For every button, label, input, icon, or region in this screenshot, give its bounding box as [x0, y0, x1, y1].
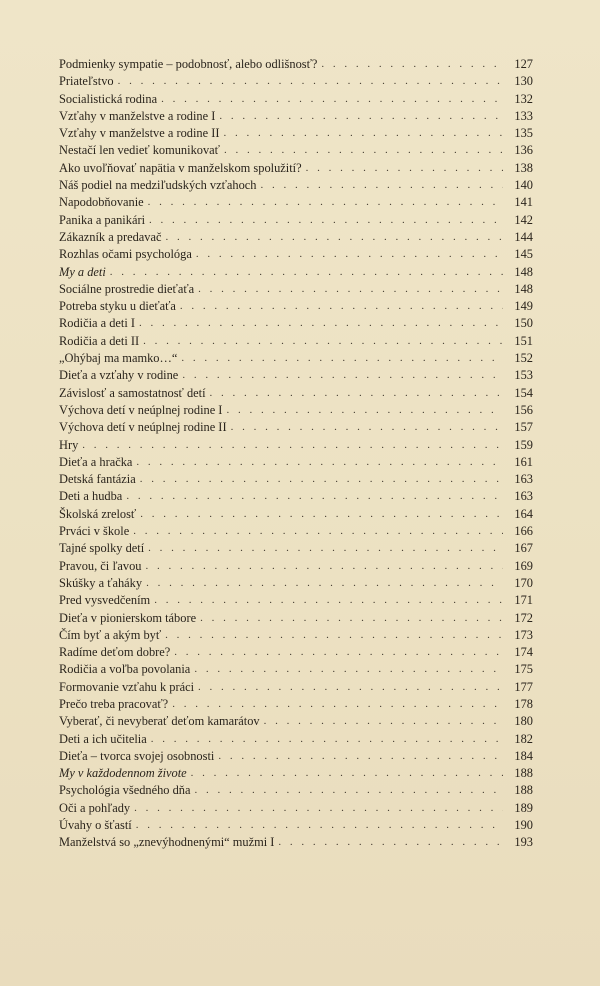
toc-page-number: 170: [514, 575, 533, 590]
toc-entry: [59, 246, 533, 263]
dot-leader: [174, 644, 503, 661]
toc-entry: [59, 160, 533, 177]
toc-page-number: 157: [514, 420, 533, 435]
toc-entry: [59, 540, 533, 557]
dot-leader: [151, 731, 503, 748]
toc-entry-title: Vzťahy v manželstve a rodine I: [59, 108, 216, 123]
toc-entry-title: Skúšky a ťaháky: [59, 575, 143, 590]
toc-entry-title: Sociálne prostredie dieťaťa: [59, 281, 195, 296]
toc-entry-title: Náš podiel na medziľudských vzťahoch: [59, 178, 257, 193]
toc-entry-title: Dieťa a hračka: [59, 454, 133, 469]
dot-leader: [219, 108, 503, 125]
toc-entry-title: My a deti: [59, 264, 106, 279]
toc-entry: [59, 627, 533, 644]
dot-leader: [149, 212, 503, 229]
dot-leader: [264, 713, 503, 730]
toc-entry: [59, 73, 533, 90]
toc-entry: [59, 817, 533, 834]
toc-entry-title: Výchova detí v neúplnej rodine I: [59, 402, 223, 417]
toc-page-number: 141: [514, 195, 533, 210]
dot-leader: [133, 523, 503, 540]
dot-leader: [154, 592, 503, 609]
toc-page-number: 154: [514, 385, 533, 400]
toc-page-number: 193: [514, 835, 533, 850]
toc-entry: [59, 194, 533, 211]
toc-entry-title: Oči a pohľady: [59, 800, 131, 815]
toc-page-number: 127: [514, 57, 533, 71]
toc-entry-title: Ako uvoľňovať napätia v manželskom spolužití?: [59, 160, 302, 175]
toc-page-number: 182: [514, 731, 533, 746]
toc-entry-title: Dieťa v pionierskom tábore: [59, 610, 197, 625]
dot-leader: [140, 471, 503, 488]
toc-entry-title: Deti a hudba: [59, 489, 123, 504]
toc-entry: [59, 661, 533, 678]
toc-entry: [59, 592, 533, 609]
toc-page-number: 140: [514, 178, 533, 193]
toc-entry: [59, 437, 533, 454]
toc-entry-title: Rodičia a voľba povolania: [59, 662, 191, 677]
toc-entry-title: „Ohýbaj ma mamko…“: [59, 351, 178, 366]
toc-page-number: 163: [514, 489, 533, 504]
toc-entry-title: Hry: [59, 437, 79, 452]
toc-page-number: 150: [514, 316, 533, 331]
toc-page-number: 173: [514, 627, 533, 642]
toc-page-number: 161: [514, 454, 533, 469]
toc-page-number: 175: [514, 662, 533, 677]
toc-page-number: 133: [514, 108, 533, 123]
toc-entry-title: Radíme deťom dobre?: [59, 645, 171, 660]
toc-page-number: 167: [514, 541, 533, 556]
toc-entry: [59, 523, 533, 540]
dot-leader: [146, 575, 503, 592]
toc-entry: [59, 212, 533, 229]
toc-page-number: 144: [514, 229, 533, 244]
toc-entry-title: Pravou, či ľavou: [59, 558, 142, 573]
toc-entry-title: Manželstvá so „znevýhodnenými“ mužmi I: [59, 835, 275, 850]
toc-entry: [59, 506, 533, 523]
toc-entry: [59, 575, 533, 592]
dot-leader: [224, 142, 503, 159]
toc-entry-title: Deti a ich učitelia: [59, 731, 147, 746]
toc-entry-title: Socialistická rodina: [59, 91, 158, 106]
toc-page-number: 142: [514, 212, 533, 227]
toc-page-number: 152: [514, 351, 533, 366]
toc-entry-title: Prečo treba pracovať?: [59, 696, 169, 711]
toc-entry-title: Závislosť a samostatnosť detí: [59, 385, 206, 400]
toc-entry: [59, 402, 533, 419]
toc-entry-title: Detská fantázia: [59, 472, 136, 487]
toc-page-number: 156: [514, 402, 533, 417]
toc-page-number: 130: [514, 74, 533, 89]
dot-leader: [198, 281, 503, 298]
toc-entry-title: Úvahy o šťastí: [59, 818, 132, 833]
toc-entry: [59, 125, 533, 142]
toc-entry: [59, 385, 533, 402]
dot-leader: [166, 229, 503, 246]
toc-page-number: 180: [514, 714, 533, 729]
dot-leader: [82, 437, 503, 454]
toc-entry: [59, 281, 533, 298]
toc-entry: [59, 56, 533, 73]
toc-entry: [59, 419, 533, 436]
dot-leader: [143, 333, 503, 350]
dot-leader: [148, 540, 503, 557]
toc-entry: [59, 679, 533, 696]
toc-page-number: 163: [514, 472, 533, 487]
toc-entry-title: Tajné spolky detí: [59, 541, 145, 556]
toc-page-number: 184: [514, 748, 533, 763]
toc-page-number: 189: [514, 800, 533, 815]
dot-leader: [196, 246, 503, 263]
toc-entry-title: Rodičia a deti I: [59, 316, 136, 331]
toc-page-number: 153: [514, 368, 533, 383]
toc-page-number: 132: [514, 91, 533, 106]
dot-leader: [194, 661, 503, 678]
dot-leader: [198, 679, 503, 696]
dot-leader: [223, 125, 503, 142]
toc-entry: [59, 367, 533, 384]
dot-leader: [261, 177, 503, 194]
dot-leader: [148, 194, 503, 211]
toc-section-heading: [59, 264, 533, 281]
dot-leader: [110, 264, 503, 281]
dot-leader: [182, 367, 503, 384]
toc-entry-title: My v každodennom živote: [59, 766, 187, 781]
toc-entry-title: Nestačí len vedieť komunikovať: [59, 143, 220, 158]
table-of-contents: [59, 56, 533, 852]
dot-leader: [136, 454, 503, 471]
toc-entry-title: Priateľstvo: [59, 74, 114, 89]
toc-entry: [59, 471, 533, 488]
dot-leader: [134, 800, 503, 817]
dot-leader: [210, 385, 503, 402]
dot-leader: [200, 610, 503, 627]
dot-leader: [218, 748, 503, 765]
toc-entry: [59, 834, 533, 851]
dot-leader: [321, 56, 503, 73]
toc-page-number: 188: [514, 766, 533, 781]
toc-entry: [59, 454, 533, 471]
toc-page-number: 164: [514, 506, 533, 521]
dot-leader: [118, 73, 503, 90]
toc-page-number: 148: [514, 264, 533, 279]
toc-entry-title: Dieťa – tvorca svojej osobnosti: [59, 748, 215, 763]
toc-entry: [59, 696, 533, 713]
toc-page-number: 188: [514, 783, 533, 798]
toc-entry-title: Panika a panikári: [59, 212, 146, 227]
toc-page-number: 135: [514, 126, 533, 141]
toc-entry: [59, 315, 533, 332]
toc-section-heading: [59, 765, 533, 782]
toc-entry-title: Dieťa a vzťahy v rodine: [59, 368, 179, 383]
toc-entry: [59, 644, 533, 661]
toc-entry: [59, 298, 533, 315]
toc-page-number: 174: [514, 645, 533, 660]
toc-entry-title: Zákazník a predavač: [59, 229, 162, 244]
toc-entry: [59, 229, 533, 246]
toc-page-number: 172: [514, 610, 533, 625]
dot-leader: [145, 558, 503, 575]
toc-page-number: 159: [514, 437, 533, 452]
dot-leader: [231, 419, 503, 436]
toc-entry-title: Pred vysvedčením: [59, 593, 151, 608]
toc-entry: [59, 558, 533, 575]
toc-page-number: 166: [514, 524, 533, 539]
dot-leader: [172, 696, 503, 713]
toc-entry-title: Rozhlas očami psychológa: [59, 247, 192, 262]
dot-leader: [194, 782, 503, 799]
toc-entry-title: Psychológia všedného dňa: [59, 783, 191, 798]
dot-leader: [226, 402, 503, 419]
toc-entry-title: Vzťahy v manželstve a rodine II: [59, 126, 220, 141]
dot-leader: [139, 315, 503, 332]
dot-leader: [180, 298, 503, 315]
toc-entry-title: Podmienky sympatie – podobnosť, alebo odlišnosť?: [59, 57, 318, 71]
dot-leader: [161, 91, 503, 108]
toc-page-number: 138: [514, 160, 533, 175]
toc-entry: [59, 142, 533, 159]
toc-entry-title: Prváci v škole: [59, 524, 130, 539]
toc-entry-title: Školská zrelosť: [59, 506, 137, 521]
toc-entry-title: Rodičia a deti II: [59, 333, 140, 348]
dot-leader: [306, 160, 503, 177]
toc-page-number: 148: [514, 281, 533, 296]
toc-entry: [59, 748, 533, 765]
toc-page-number: 149: [514, 299, 533, 314]
toc-entry: [59, 488, 533, 505]
toc-entry: [59, 333, 533, 350]
toc-entry-title: Vyberať, či nevyberať deťom kamarátov: [59, 714, 260, 729]
toc-entry: [59, 177, 533, 194]
toc-entry: [59, 91, 533, 108]
toc-entry: [59, 713, 533, 730]
toc-page-number: 169: [514, 558, 533, 573]
toc-entry-title: Výchova detí v neúplnej rodine II: [59, 420, 227, 435]
dot-leader: [278, 834, 503, 851]
toc-page-number: 177: [514, 679, 533, 694]
toc-entry-title: Potreba styku u dieťaťa: [59, 299, 176, 314]
dot-leader: [165, 627, 503, 644]
toc-entry: [59, 350, 533, 367]
toc-entry: [59, 800, 533, 817]
toc-entry-title: Formovanie vzťahu k práci: [59, 679, 195, 694]
dot-leader: [191, 765, 503, 782]
toc-entry: [59, 610, 533, 627]
dot-leader: [126, 488, 503, 505]
toc-page-number: 145: [514, 247, 533, 262]
toc-page-number: 190: [514, 818, 533, 833]
dot-leader: [136, 817, 503, 834]
toc-entry: [59, 782, 533, 799]
toc-page-number: 171: [514, 593, 533, 608]
toc-entry: [59, 731, 533, 748]
toc-entry-title: Čím byť a akým byť: [59, 627, 162, 642]
dot-leader: [181, 350, 503, 367]
dot-leader: [140, 506, 503, 523]
toc-page-number: 136: [514, 143, 533, 158]
toc-page-number: 178: [514, 696, 533, 711]
toc-entry: [59, 108, 533, 125]
toc-page-number: 151: [514, 333, 533, 348]
toc-entry-title: Napodobňovanie: [59, 195, 144, 210]
